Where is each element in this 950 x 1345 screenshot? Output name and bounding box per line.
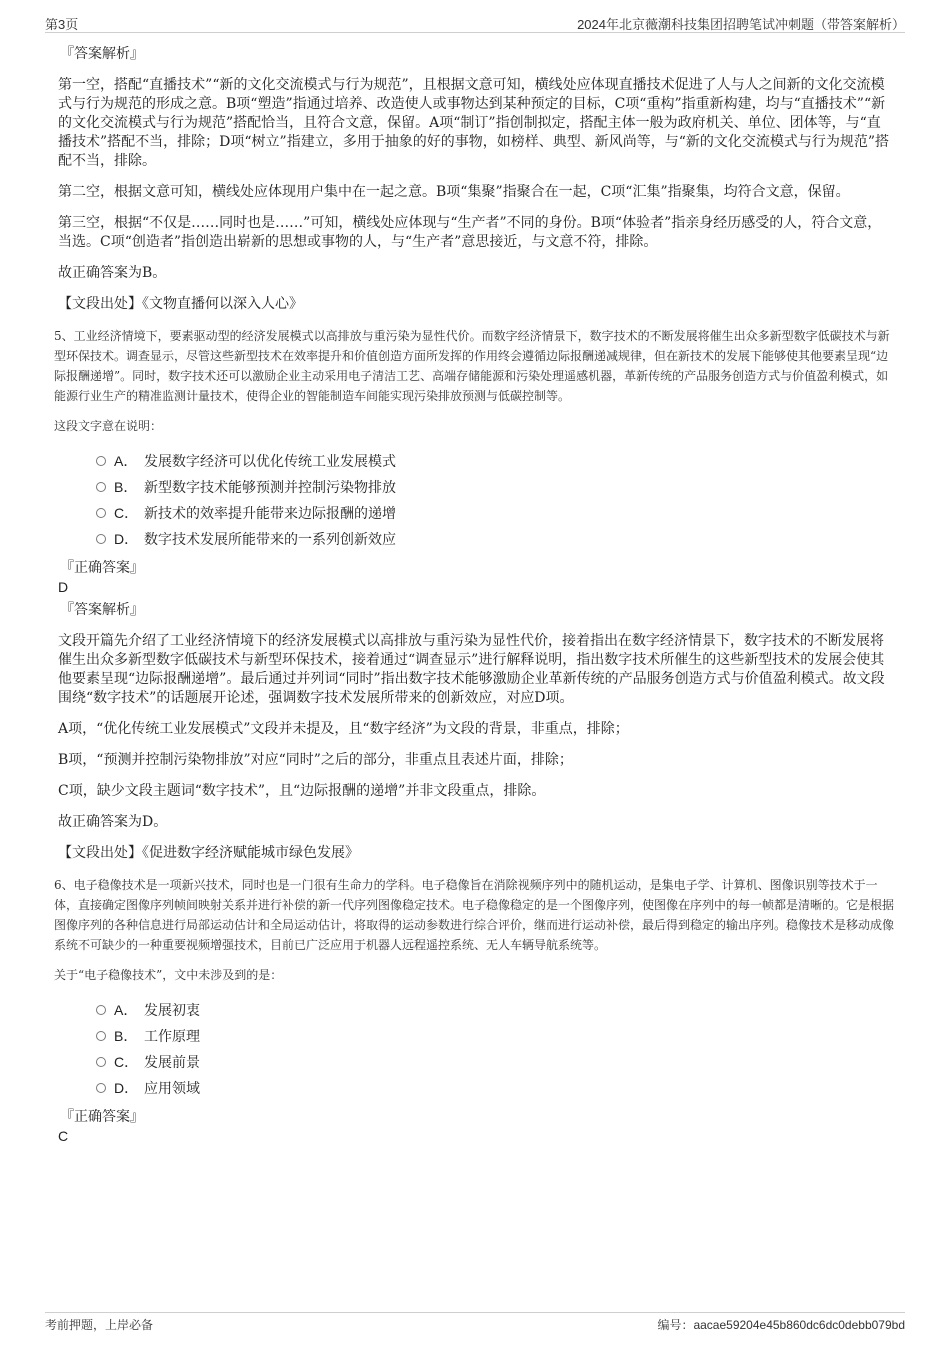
radio-button[interactable]: [96, 1083, 106, 1093]
analysis-paragraph: A项，“优化传统工业发展模式”文段并未提及，且“数字经济”为文段的背景，非重点，排除；: [58, 721, 629, 737]
option-letter: A．: [114, 453, 138, 469]
question-text: 6、电子稳像技术是一项新兴技术，同时也是一门很有生命力的学科。电子稳像旨在消除视频序列中的随机运动，是集电子学、计算机、图像识别等技术于一体，直接确定图像序列帧间映射关系并进行补偿的新一代序列图像稳定技术。电子稳像稳定的是一个图像序列，使图像在序列中的每一帧都是清晰的。它是根据图像序列的各种信息进行局部运动估计和全局运动估计，将取得的运动参数进行综合评价，继而进行运动补偿，最后得到稳定的输出序列。稳像技术是移动成像系统不可缺少的一种重要视频增强技术，目前已广泛应用于机器人远程遥控系统、无人车辆导航系统等。: [54, 878, 895, 952]
option-c[interactable]: [96, 1049, 894, 1075]
radio-button[interactable]: [96, 1005, 106, 1015]
question-5: [54, 326, 894, 863]
option-letter: B．: [114, 1028, 138, 1044]
option-text: 工作原理: [144, 1029, 200, 1045]
passage-source: 【文段出处】《促进数字经济赋能城市绿色发展》: [58, 845, 359, 861]
final-answer: 故正确答案为B。: [58, 265, 167, 281]
radio-button[interactable]: [96, 1057, 106, 1067]
option-letter: D．: [114, 531, 139, 547]
passage-source: 【文段出处】《文物直播何以深入人心》: [58, 296, 303, 312]
analysis-label: 『答案解析』: [60, 46, 144, 62]
footer-slogan: 考前押题，上岸必备: [45, 1318, 154, 1332]
radio-button[interactable]: [96, 456, 106, 466]
analysis-paragraph: 文段开篇先介绍了工业经济情境下的经济发展模式以高排放与重污染为显性代价，接着指出在数字经济情景下，数字技术的不断发展将催生出众多新型数字低碳技术与新型环保技术，接着通过“调查显示”进行解释说明，指出数字技术所催生的这些新型技术的发展会使其他要素呈现“边际报酬递增”。最后通过并列词“同时”指出数字技术能够激励企业革新传统的产品服务创造方式与价值盈利模式。故文段围绕“数字技术”的话题展开论述，强调数字技术发展所带来的创新效应，对应D项。: [58, 633, 885, 706]
option-letter: C．: [114, 505, 139, 521]
question-6: [54, 875, 895, 1145]
radio-button[interactable]: [96, 508, 106, 518]
option-list: [96, 997, 894, 1101]
option-b[interactable]: [96, 1023, 894, 1049]
option-letter: A．: [114, 1002, 138, 1018]
analysis-paragraph: 第三空，根据“不仅是……同时也是……”可知，横线处应体现与“生产者”不同的身份。B项“体验者”指亲身经历感受的人，符合文意，当选。C项“创造者”指创造出崭新的思想或事物的人，与“生产者”意思接近，与文意不符，排除。: [58, 215, 882, 250]
analysis-paragraph: 第二空，根据文意可知，横线处应体现用户集中在一起之意。B项“集聚”指聚合在一起，C项“汇集”指聚集，均符合文意，保留。: [58, 184, 850, 200]
option-a[interactable]: [96, 448, 894, 474]
correct-answer-value: C: [58, 1128, 69, 1144]
analysis-label: 『答案解析』: [60, 602, 144, 618]
correct-answer-label: 『正确答案』: [60, 560, 144, 576]
document-title: 2024年北京薇潮科技集团招聘笔试冲刺题（带答案解析）: [577, 17, 905, 32]
page-footer: [45, 1312, 905, 1337]
option-d[interactable]: [96, 1075, 894, 1101]
option-text: 数字技术发展所能带来的一系列创新效应: [144, 532, 396, 548]
option-c[interactable]: [96, 500, 894, 526]
option-text: 发展初衷: [144, 1003, 200, 1019]
option-letter: C．: [114, 1054, 139, 1070]
option-letter: B．: [114, 479, 138, 495]
option-text: 发展前景: [144, 1055, 200, 1071]
page-header: [45, 14, 905, 33]
correct-answer-label: 『正确答案』: [60, 1109, 144, 1125]
document-id: 编号：aacae59204e45b860dc6dc0debb079bd: [657, 1318, 905, 1332]
radio-button[interactable]: [96, 1031, 106, 1041]
final-answer: 故正确答案为D。: [58, 814, 168, 830]
option-d[interactable]: [96, 526, 894, 552]
question-prompt: 这段文字意在说明：: [54, 419, 163, 433]
option-text: 应用领域: [144, 1081, 200, 1097]
radio-button[interactable]: [96, 482, 106, 492]
analysis-paragraph: B项，“预测并控制污染物排放”对应“同时”之后的部分，非重点且表述片面，排除；: [58, 752, 573, 768]
option-letter: D．: [114, 1080, 139, 1096]
option-text: 新技术的效率提升能带来边际报酬的递增: [144, 506, 396, 522]
analysis-paragraph: C项，缺少文段主题词“数字技术”，且“边际报酬的递增”并非文段重点，排除。: [58, 783, 546, 799]
option-text: 发展数字经济可以优化传统工业发展模式: [144, 454, 396, 470]
question-prompt: 关于“电子稳像技术”，文中未涉及到的是：: [54, 968, 283, 982]
q4-analysis-section: [58, 44, 894, 314]
option-a[interactable]: [96, 997, 894, 1023]
radio-button[interactable]: [96, 534, 106, 544]
page-number: 第3页: [45, 17, 79, 32]
analysis-paragraph: 第一空，搭配“直播技术”“新的文化交流模式与行为规范”，且根据文意可知，横线处应体现直播技术促进了人与人之间新的文化交流模式与行为规范的形成之意。B项“塑造”指通过培养、改造使人或事物达到某种预定的目标，C项“重构”指重新构建，均与“直播技术”“新的文化交流模式与行为规范”搭配恰当，且符合文意，保留。A项“制订”指创制拟定，搭配主体一般为政府机关、单位、团体等，与“直播技术”搭配不当，排除；D项“树立”指建立，多用于抽象的好的事物，如榜样、典型、新风尚等，与“新的文化交流模式与行为规范”搭配不当，排除。: [58, 77, 890, 169]
page-content: [54, 44, 895, 1149]
option-text: 新型数字技术能够预测并控制污染物排放: [144, 480, 396, 496]
option-b[interactable]: [96, 474, 894, 500]
question-text: 5、工业经济情境下，要素驱动型的经济发展模式以高排放与重污染为显性代价。而数字经济情景下，数字技术的不断发展将催生出众多新型数字低碳技术与新型环保技术。调查显示，尽管这些新型技术在效率提升和价值创造方面所发挥的作用终会遵循边际报酬递减规律，但在新技术的发展下能够使其他要素呈现“边际报酬递增”。同时，数字技术还可以激励企业主动采用电子清洁工艺、高端存储能源和污染处理遥感机器，革新传统的产品服务创造方式与价值盈利模式，如能源行业生产的精准监测计量技术，使得企业的智能制造车间能实现污染排放预测与低碳控制等。: [54, 329, 890, 403]
correct-answer-value: D: [58, 579, 69, 595]
option-list: [96, 448, 894, 552]
